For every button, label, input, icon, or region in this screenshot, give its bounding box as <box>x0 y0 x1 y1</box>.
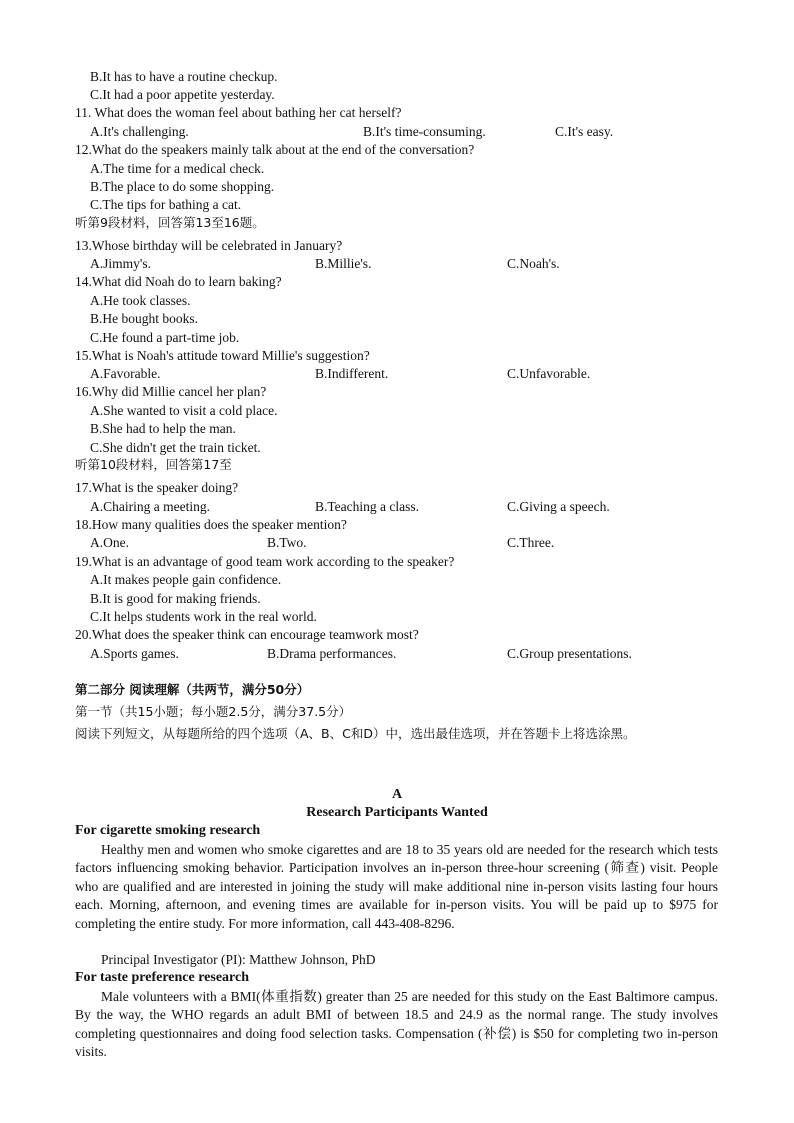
option-19c: C.It helps students work in the real world. <box>90 609 317 624</box>
option-15c: C.Unfavorable. <box>507 366 591 381</box>
option-11c: C.It's easy. <box>555 124 614 139</box>
passage-letter: A <box>391 787 403 802</box>
option-18b: B.Two. <box>267 535 307 550</box>
part2-title: 第二部分 阅读理解（共两节，满分50分） <box>75 682 310 697</box>
passage-title: Research Participants Wanted <box>306 805 488 820</box>
option-20b: B.Drama performances. <box>267 646 397 661</box>
option-18a: A.One. <box>90 535 129 550</box>
option-17a: A.Chairing a meeting. <box>90 499 210 514</box>
option-20a: A.Sports games. <box>90 646 179 661</box>
question-12: 12.What do the speakers mainly talk about at the end of the conversation? <box>75 142 475 157</box>
option-14a: A.He took classes. <box>90 293 191 308</box>
option-19a: A.It makes people gain confidence. <box>90 572 282 587</box>
option-15b: B.Indifferent. <box>315 366 389 381</box>
option-18c: C.Three. <box>507 535 555 550</box>
option-16c: C.She didn't get the train ticket. <box>90 440 261 455</box>
option-12c: C.The tips for bathing a cat. <box>90 197 242 212</box>
part2-instructions: 阅读下列短文，从每题所给的四个选项（A、B、C和D）中，选出最佳选项，并在答题卡上将选涂黑。 <box>75 726 636 741</box>
principal-investigator: Principal Investigator (PI): Matthew Johnson, PhD <box>101 952 376 967</box>
option-13a: A.Jimmy's. <box>90 256 151 271</box>
question-15: 15.What is Noah's attitude toward Millie's suggestion? <box>75 348 370 363</box>
taste-research-paragraph: Male volunteers with a BMI(体重指数) greater than 25 are needed for this study on the East Baltimore campus. By the way, the WHO regards an adult BMI of between 18.5 and 24.9 as the normal range. The study involves completing questionnaires and doing food selection tasks. Compensation (补偿) is $50 for completing two in-person visits. <box>75 989 718 1060</box>
option-20c: C.Group presentations. <box>507 646 632 661</box>
option-10b: B.It has to have a routine checkup. <box>90 69 278 84</box>
section-header-9: 听第9段材料，回答第13至16题。 <box>75 215 265 230</box>
option-12b: B.The place to do some shopping. <box>90 179 275 194</box>
part2-subtitle: 第一节（共15小题；每小题2.5分，满分37.5分） <box>75 704 352 719</box>
option-14c: C.He found a part-time job. <box>90 330 240 345</box>
option-19b: B.It is good for making friends. <box>90 591 261 606</box>
heading-taste-research: For taste preference research <box>75 970 250 985</box>
option-16b: B.She had to help the man. <box>90 421 236 436</box>
question-13: 13.Whose birthday will be celebrated in January? <box>75 238 343 253</box>
question-16: 16.Why did Millie cancel her plan? <box>75 384 267 399</box>
question-18: 18.How many qualities does the speaker mention? <box>75 517 347 532</box>
option-11b: B.It's time-consuming. <box>363 124 486 139</box>
option-10c: C.It had a poor appetite yesterday. <box>90 87 275 102</box>
option-13c: C.Noah's. <box>507 256 560 271</box>
question-17: 17.What is the speaker doing? <box>75 480 239 495</box>
option-11a: A.It's challenging. <box>90 124 189 139</box>
option-17c: C.Giving a speech. <box>507 499 610 514</box>
section-header-10: 听第10段材料，回答第17至 <box>75 457 232 472</box>
taste-research-body <box>75 988 718 1062</box>
option-15a: A.Favorable. <box>90 366 161 381</box>
question-19: 19.What is an advantage of good team work according to the speaker? <box>75 554 455 569</box>
question-20: 20.What does the speaker think can encourage teamwork most? <box>75 627 419 642</box>
option-17b: B.Teaching a class. <box>315 499 420 514</box>
option-13b: B.Millie's. <box>315 256 372 271</box>
option-16a: A.She wanted to visit a cold place. <box>90 403 278 418</box>
question-11: 11. What does the woman feel about bathing her cat herself? <box>75 105 402 120</box>
smoking-research-body <box>75 841 718 933</box>
option-14b: B.He bought books. <box>90 311 198 326</box>
question-14: 14.What did Noah do to learn baking? <box>75 274 282 289</box>
smoking-research-paragraph: Healthy men and women who smoke cigarettes and are 18 to 35 years old are needed for the research which tests factors influencing smoking behavior. Participation involves an in-person three-hour screening (筛查) visit. People who are qualified and are interested in joining the study will make additional nine in-person visits lasting four hours each. Morning, afternoon, and evening times are available for in-person visits. You will be paid up to $975 for completing the entire study. For more information, call 443-408-8296. <box>75 842 718 931</box>
option-12a: A.The time for a medical check. <box>90 161 265 176</box>
heading-smoking-research: For cigarette smoking research <box>75 823 261 838</box>
